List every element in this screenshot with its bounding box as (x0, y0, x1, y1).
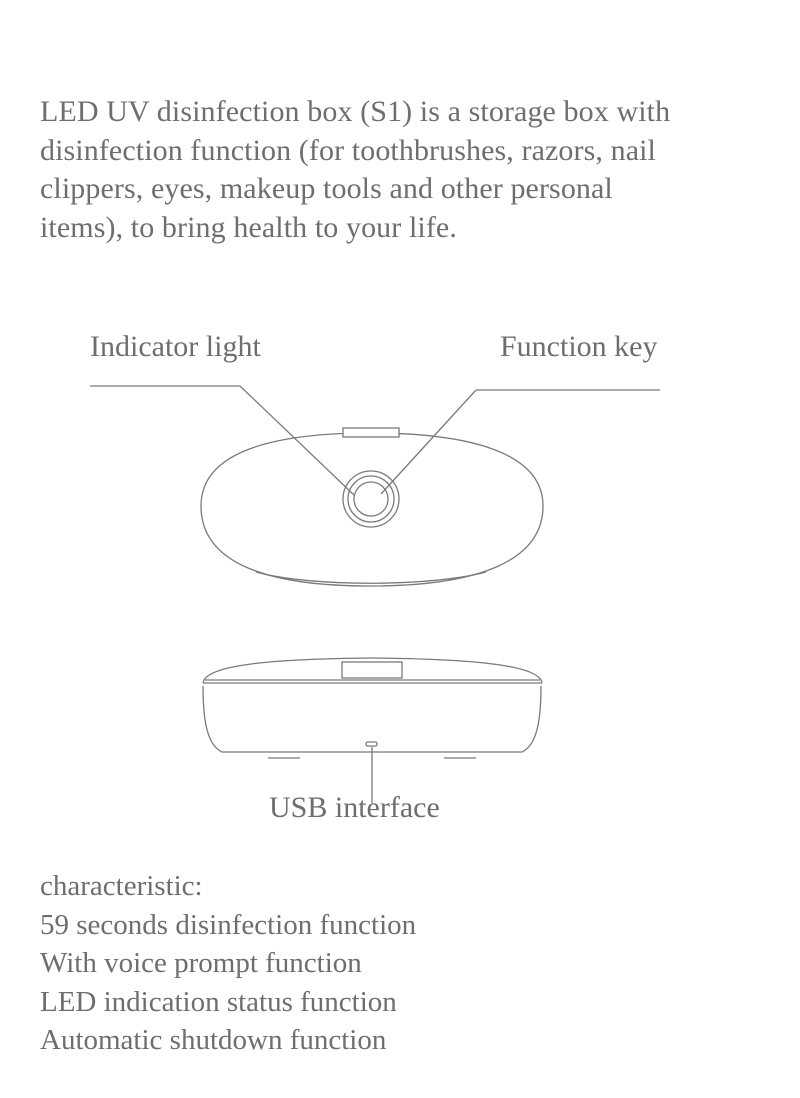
feature-item: Automatic shutdown function (40, 1024, 387, 1056)
intro-line: LED UV disinfection box (S1) is a storage box with (40, 95, 671, 128)
box-top-lower-lip (256, 572, 486, 583)
function-key-leader (381, 390, 660, 494)
intro-line: clippers, eyes, makeup tools and other personal (40, 172, 613, 205)
box-side-latch (342, 662, 402, 678)
function-key-label: Function key (500, 330, 658, 363)
feature-item: LED indication status function (40, 985, 397, 1018)
box-side-view (203, 658, 542, 803)
feature-item: With voice prompt function (40, 947, 362, 979)
box-top-latch (343, 428, 399, 437)
intro-line: items), to bring health to your life. (40, 210, 457, 244)
usb-port (366, 742, 377, 746)
indicator-light-label: Indicator light (90, 330, 261, 363)
box-top-view (201, 428, 543, 586)
function-key-center[interactable] (354, 482, 388, 516)
intro-line: disinfection function (for toothbrushes, razors, nail (40, 133, 656, 167)
box-top-outline (201, 433, 543, 586)
features-heading: characteristic: (40, 870, 203, 902)
indicator-light-ring (348, 476, 394, 522)
feature-item: 59 seconds disinfection function (40, 908, 417, 941)
features-list (40, 867, 740, 1060)
function-key-outer-ring[interactable] (343, 471, 399, 527)
indicator-light-leader (90, 386, 354, 495)
usb-interface-label: USB interface (269, 791, 440, 824)
box-side-seam (203, 680, 542, 683)
